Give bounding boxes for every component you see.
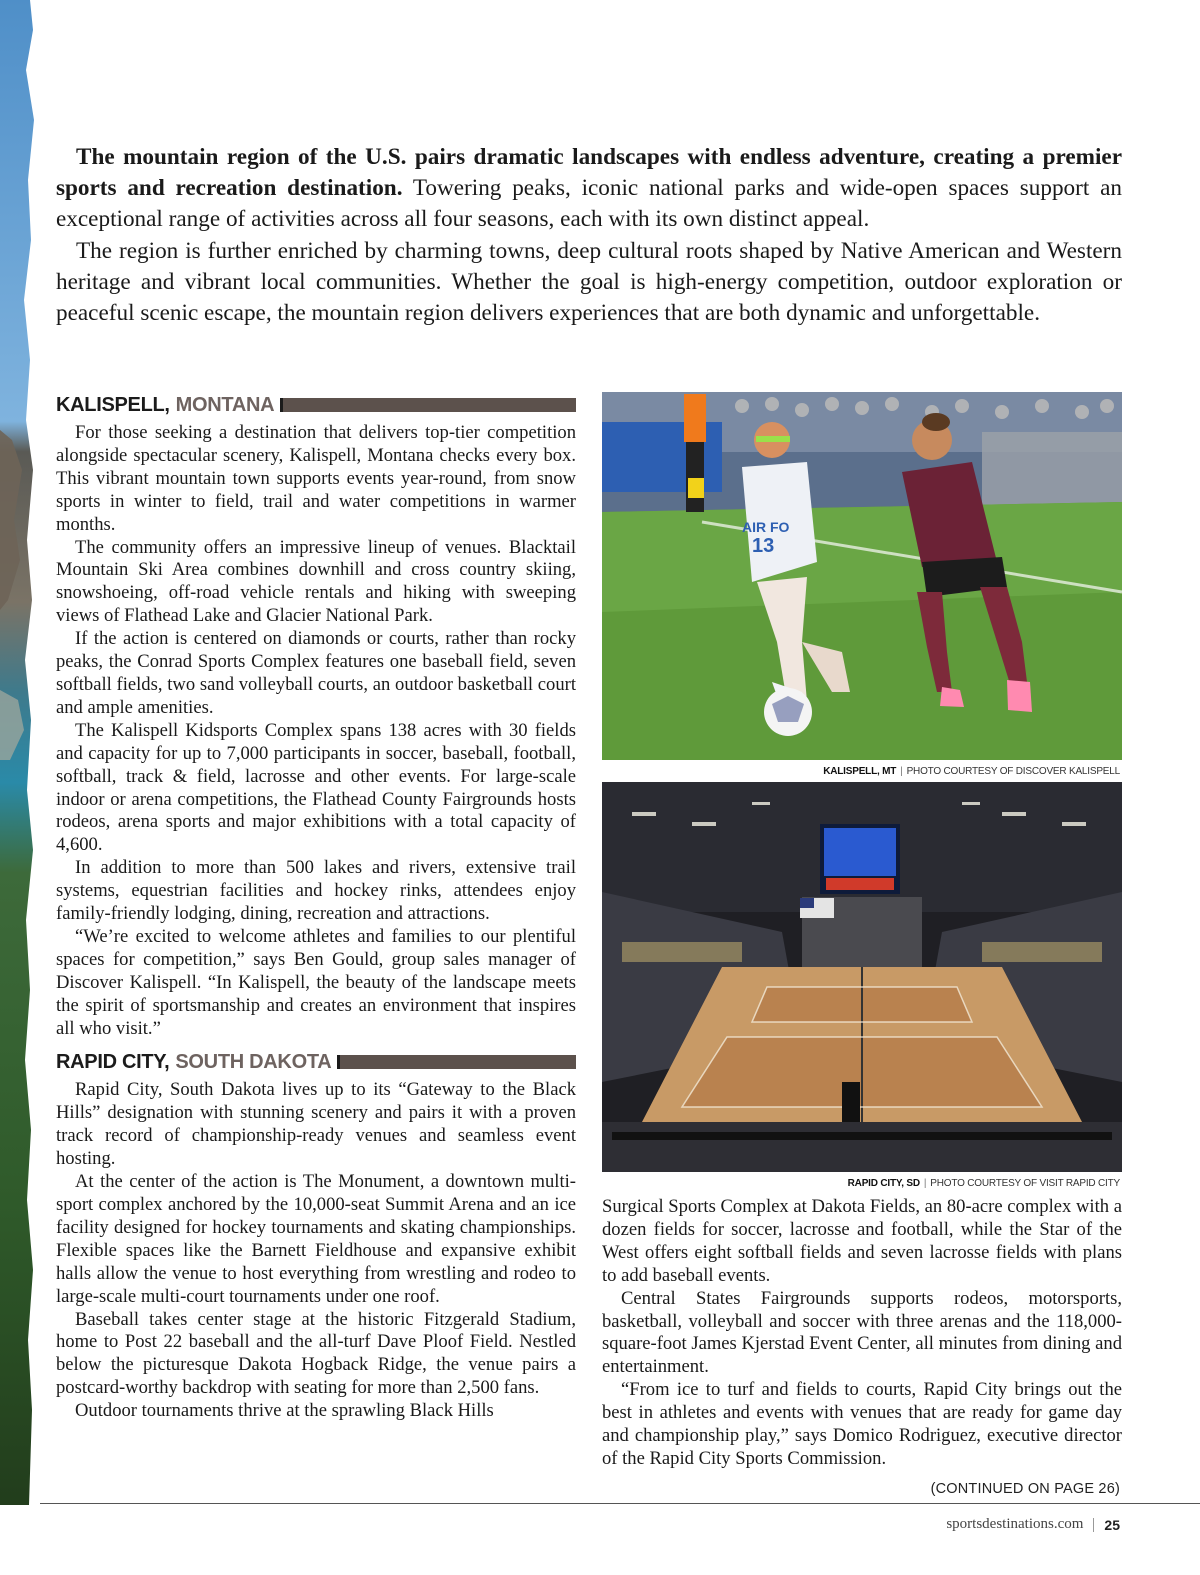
rapid-city-paragraph: Outdoor tournaments thrive at the sprawling Black Hills bbox=[75, 1400, 494, 1422]
kalispell-paragraph: “We’re excited to welcome athletes and families to our plentiful spaces for competition,” says Ben Gould, group sales manager of Discover Kalispell. “In Kalispell, the beauty of the landscape meets the spirit of sportsmanship and creates an environment that inspires all who visit.” bbox=[56, 925, 576, 1039]
rapid-city-continued-paragraph: Central States Fairgrounds supports rodeos, motorsports, basketball, volleyball and soccer with three arenas and the 118,000-square-foot James Kjerstad Event Center, all minutes from dining and entertainment. bbox=[602, 1287, 1122, 1378]
rapid-city-continued-paragraph: “From ice to turf and fields to courts, Rapid City brings out the best in athletes and events with venues that are ready for game day and championship play,” says Domico Rodriguez, executive director of the Rapid City Sports Commission. bbox=[602, 1379, 1122, 1469]
kalispell-paragraph: The Kalispell Kidsports Complex spans 138 acres with 30 fields and capacity for up to 7,000 participants in soccer, baseball, football, softball, track & field, lacrosse and other events. For large-scale indoor or arena competitions, the Flathead County Fairgrounds hosts rodeos, arena sports and major exhibitions with a total capacity of 4,600. bbox=[56, 719, 576, 856]
intro-paragraph-1 bbox=[56, 142, 1122, 236]
arena-caption bbox=[848, 1178, 1120, 1189]
mountain-photo-strip bbox=[0, 0, 40, 1505]
kalispell-paragraph: In addition to more than 500 lakes and rivers, extensive trail systems, equestrian facilities and hockey rinks, attendees enjoy family-friendly lodging, dining, recreation and attractions. bbox=[56, 857, 576, 925]
arena-photo bbox=[602, 782, 1122, 1172]
arena-caption-credit: PHOTO COURTESY OF VISIT RAPID CITY bbox=[930, 1178, 1120, 1189]
rapid-city-state: SOUTH DAKOTA bbox=[175, 1050, 332, 1073]
rapid-city-paragraph: At the center of the action is The Monument, a downtown multi-sport complex anchored by the 10,000-seat Summit Arena and an ice facility designed for hockey tournaments and skating championships. Flexible spaces like the Barnett Fieldhouse and expansive exhibit halls allow the venue to host everything from wrestling and rodeo to large-scale multi-court tournaments under one roof. bbox=[56, 1171, 576, 1307]
rapid-city-continued-paragraph: Surgical Sports Complex at Dakota Fields, an 80-acre complex with a dozen fields for soccer, lacrosse and football, while the Star of the West offers eight softball fields and seven lacrosse fields with plans to add baseball events. bbox=[602, 1196, 1122, 1286]
kalispell-paragraph: The community offers an impressive lineup of venues. Blacktail Mountain Ski Area combines downhill and cross country skiing, snowshoeing, off-road vehicle rentals and hiking with sweeping views of Flathead Lake and Glacier National Park. bbox=[56, 536, 576, 627]
rapid-city-body bbox=[56, 1079, 576, 1423]
soccer-caption-location: KALISPELL, MT bbox=[823, 766, 897, 777]
intro-lead-bold: The mountain region of the U.S. pairs dramatic landscapes with endless adventure, creating a premier sports and recreation destination. bbox=[56, 144, 1122, 202]
rapid-city-paragraph: Baseball takes center stage at the historic Fitzgerald Stadium, home to Post 22 baseball and the all-turf Dave Ploof Field. Nestled below the picturesque Dakota Hogback Ridge, the venue pairs a postcard-worthy backdrop with seating for more than 2,500 fans. bbox=[56, 1308, 576, 1399]
heading-bar bbox=[337, 1055, 576, 1069]
soccer-photo bbox=[602, 392, 1122, 760]
heading-bar bbox=[280, 398, 576, 412]
caption-separator: | bbox=[900, 766, 903, 777]
jersey-number: 13 bbox=[752, 535, 775, 557]
footer-rule bbox=[40, 1503, 1200, 1504]
page-footer bbox=[946, 1516, 1120, 1533]
footer-divider bbox=[1093, 1518, 1094, 1532]
footer-site: sportsdestinations.com bbox=[946, 1516, 1084, 1532]
rapid-city-city: RAPID CITY, bbox=[56, 1050, 170, 1073]
rapid-city-paragraph: Rapid City, South Dakota lives up to its “Gateway to the Black Hills” designation with stunning scenery and pairs it with a proven track record of championship-ready venues and seamless event hosting. bbox=[56, 1079, 576, 1170]
kalispell-heading bbox=[56, 392, 576, 418]
soccer-caption-credit: PHOTO COURTESY OF DISCOVER KALISPELL bbox=[906, 766, 1120, 777]
page-number: 25 bbox=[1104, 1516, 1120, 1533]
intro-lead-rest: Towering peaks, iconic national parks and wide-open spaces support an exceptional range of activities across all four seasons, each with its own distinct appeal. bbox=[56, 175, 1122, 233]
rapid-city-heading bbox=[56, 1049, 576, 1075]
jersey-text: AIR FO bbox=[742, 519, 790, 535]
continued-notice: (CONTINUED ON PAGE 26) bbox=[930, 1481, 1120, 1497]
kalispell-state: MONTANA bbox=[175, 393, 275, 416]
kalispell-paragraph: For those seeking a destination that delivers top-tier competition alongside spectacular scenery, Kalispell, Montana checks every box. This vibrant mountain town supports events year-round, from snow sports in winter to field, trail and water competitions in warmer months. bbox=[56, 422, 576, 535]
intro-paragraph-2: The region is further enriched by charming towns, deep cultural roots shaped by Native American and Western heritage and vibrant local communities. Whether the goal is high-energy competition, outdoor exploration or peaceful scenic escape, the mountain region delivers experiences that are both dynamic and unforgettable. bbox=[56, 237, 1122, 327]
left-column bbox=[56, 392, 576, 1423]
kalispell-city: KALISPELL, bbox=[56, 393, 170, 416]
right-column bbox=[602, 1196, 1122, 1471]
intro-text bbox=[56, 142, 1122, 329]
arena-caption-location: RAPID CITY, SD bbox=[847, 1178, 920, 1189]
kalispell-paragraph: If the action is centered on diamonds or courts, rather than rocky peaks, the Conrad Sports Complex features one baseball field, seven softball fields, two sand volleyball courts, an outdoor basketball court and ample amenities. bbox=[56, 628, 576, 718]
caption-separator: | bbox=[923, 1178, 927, 1189]
soccer-caption bbox=[823, 766, 1120, 777]
kalispell-body bbox=[56, 422, 576, 1040]
